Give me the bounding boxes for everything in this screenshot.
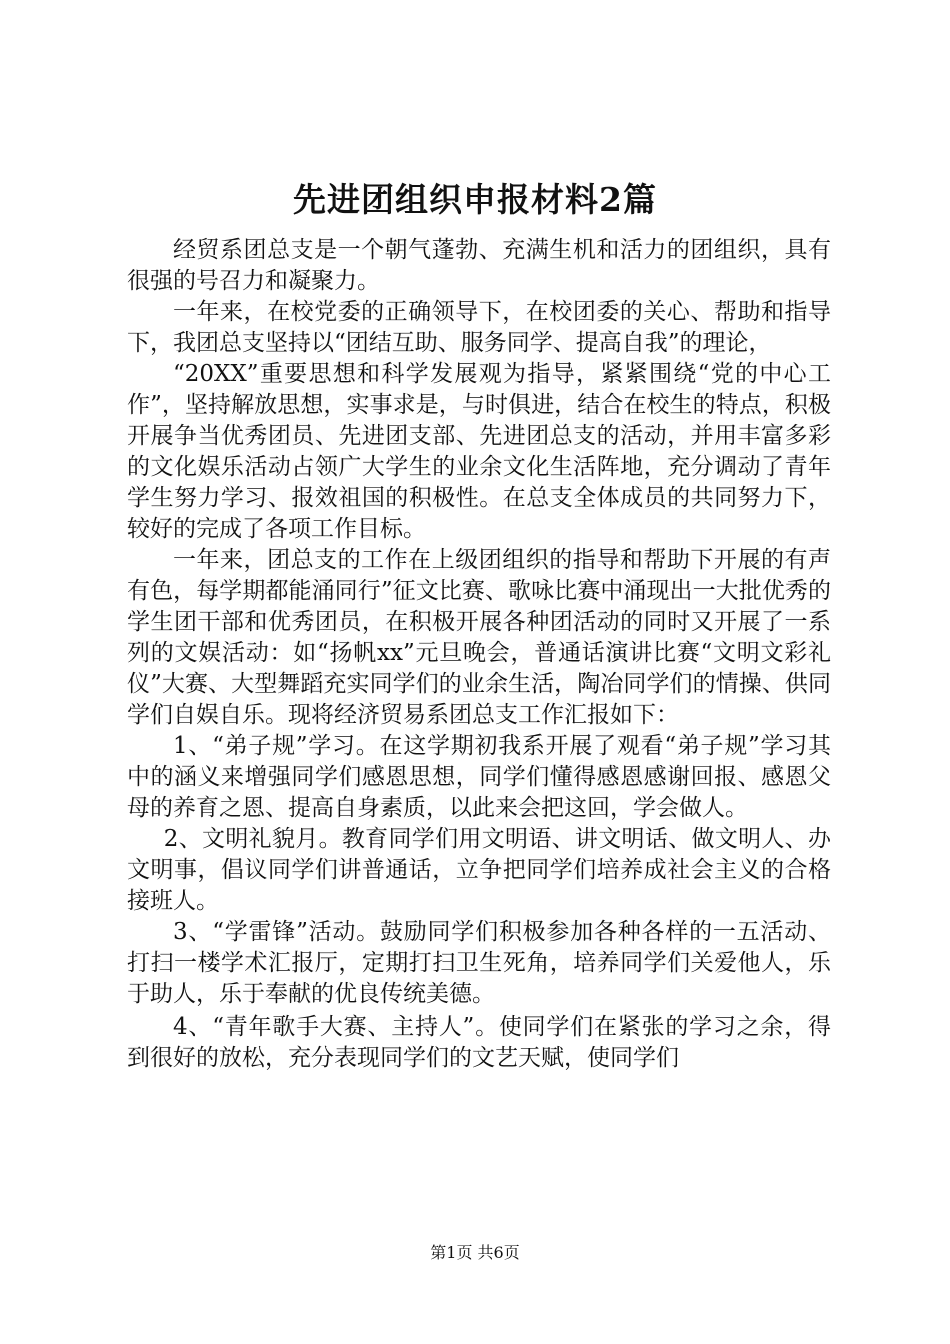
paragraph-activities: 一年来，团总支的工作在上级团组织的指导和帮助下开展的有声有色，每学期都能涌同行”征文比赛、歌咏比赛中涌现出一大批优秀的学生团干部和优秀团员，在积极开展各种团活动的同时又开展了一系列的文娱活动：如“扬帆xx”元旦晚会，普通话演讲比赛“文明文彩礼仪”大赛、大型舞蹈充实同学们的业余生活，陶冶同学们的情操、供同学们自娱自乐。现将经济贸易系团总支工作汇报如下： [127, 547, 831, 728]
document-body [127, 235, 831, 1074]
paragraph-guidance: “20XX”重要思想和科学发展观为指导，紧紧围绕“党的中心工作”，坚持解放思想，实事求是，与时俱进，结合在校生的特点，积极开展争当优秀团员、先进团支部、先进团总支的活动，并用丰富多彩的文化娱乐活动占领广大学生的业余文化生活阵地，充分调动了青年学生努力学习、报效祖国的积极性。在总支全体成员的共同努力下，较好的完成了各项工作目标。 [127, 361, 831, 542]
document-title: 先进团组织申报材料2篇 [293, 180, 657, 219]
page-number-footer: 第1页 共6页 [430, 1243, 520, 1262]
list-item-dizigui: 1、“弟子规”学习。在这学期初我系开展了观看“弟子规”学习其中的涵义来增强同学们感恩思想，同学们懂得感恩感谢回报、感恩父母的养育之恩、提高自身素质，以此来会把这回，学会做人。 [127, 733, 831, 821]
list-item-lei-feng: 3、“学雷锋”活动。鼓励同学们积极参加各种各样的一五活动、打扫一楼学术汇报厅，定期打扫卫生死角，培养同学们关爱他人，乐于助人，乐于奉献的优良传统美德。 [127, 919, 831, 1007]
list-item-singer-contest: 4、“青年歌手大赛、主持人”。使同学们在紧张的学习之余，得到很好的放松，充分表现同学们的文艺天赋，使同学们 [127, 1014, 831, 1071]
paragraph-leadership: 一年来，在校党委的正确领导下，在校团委的关心、帮助和指导下，我团总支坚持以“团结互助、服务同学、提高自我”的理论， [127, 299, 831, 356]
paragraph-intro: 经贸系团总支是一个朝气蓬勃、充满生机和活力的团组织，具有很强的号召力和凝聚力。 [127, 237, 831, 294]
list-item-civility-month: 2、文明礼貌月。教育同学们用文明语、讲文明话、做文明人、办文明事，倡议同学们讲普通话，立争把同学们培养成社会主义的合格接班人。 [127, 826, 831, 914]
